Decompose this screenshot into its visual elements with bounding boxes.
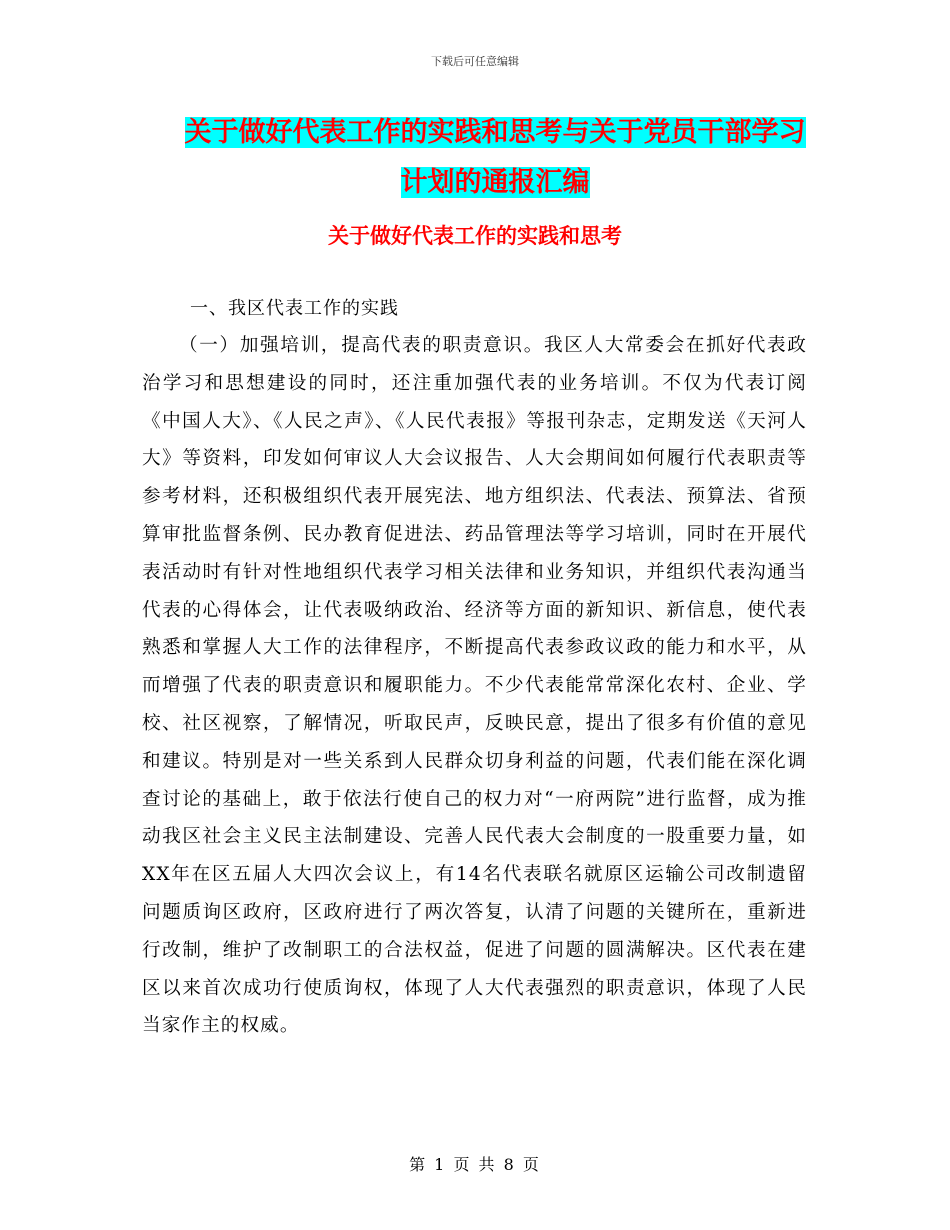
title-line-1: 关于做好代表工作的实践和思考与关于党员干部学习	[184, 117, 806, 148]
document-title	[150, 108, 840, 208]
header-note: 下载后可任意编辑	[431, 55, 519, 68]
heading-1: 一、我区代表工作的实践	[190, 298, 399, 319]
body-paragraph: （一）加强培训，提高代表的职责意识。我区人大常委会在抓好代表政治学习和思想建设的同时，还注重加强代表的业务培训。不仅为代表订阅《中国人大》、《人民之声》、《人民代表报》等报刊杂志，定期发送《天河人大》等资料，印发如何审议人大会议报告、人大会期间如何履行代表职责等参考材料，还积极组织代表开展宪法、地方组织法、代表法、预算法、省预算审批监督条例、民办教育促进法、药品管理法等学习培训，同时在开展代表活动时有针对性地组织代表学习相关法律和业务知识，并组织代表沟通当代表的心得体会，让代表吸纳政治、经济等方面的新知识、新信息，使代表熟悉和掌握人大工作的法律程序，不断提高代表参政议政的能力和水平，从而增强了代表的职责意识和履职能力。不少代表能常常深化农村、企业、学校、社区视察，了解情况，听取民声，反映民意，提出了很多有价值的意见和建议。特别是对一些关系到人民群众切身利益的问题，代表们能在深化调查讨论的基础上，敢于依法行使自己的权力对“一府两院”进行监督，成为推动我区社会主义民主法制建设、完善人民代表大会制度的一股重要力量，如XX年在区五届人大四次会议上，有14名代表联名就原区运输公司改制遗留问题质询区政府，区政府进行了两次答复，认清了问题的关键所在，重新进行改制，维护了改制职工的合法权益，促进了问题的圆满解决。区代表在建区以来首次成功行使质询权，体现了人大代表强烈的职责意识，体现了人民当家作主的权威。	[142, 335, 807, 1037]
page-number: 第 1 页 共 8 页	[409, 1155, 541, 1174]
title-line-2: 计划的通报汇编	[400, 167, 590, 198]
section-title: 关于做好代表工作的实践和思考	[328, 223, 622, 248]
